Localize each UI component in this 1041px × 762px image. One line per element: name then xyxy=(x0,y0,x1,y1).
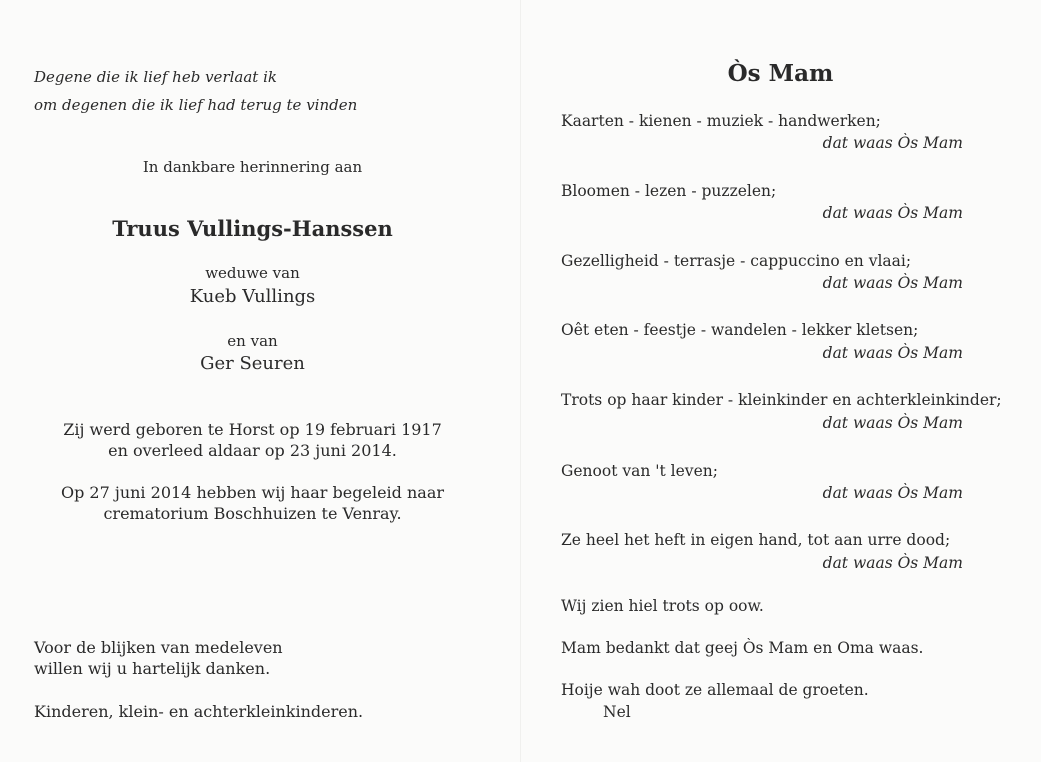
stanza-refrain: dat waas Òs Mam xyxy=(822,274,963,292)
stanza-refrain: dat waas Òs Mam xyxy=(822,484,963,502)
thanks-line-2: willen wij u hartelijk danken. xyxy=(34,659,271,678)
intro-text: In dankbare herinnering aan xyxy=(142,158,363,176)
stanza-refrain: dat waas Òs Mam xyxy=(822,134,963,152)
poem-title: Òs Mam xyxy=(727,60,834,87)
stanza-refrain: dat waas Òs Mam xyxy=(822,344,963,362)
closing-line-2: Mam bedankt dat geej Òs Mam en Oma waas. xyxy=(561,639,924,657)
closing-signature: Nel xyxy=(603,703,631,721)
widow-of-label: weduwe van xyxy=(205,264,300,282)
thanks-line-1: Voor de blijken van medeleven xyxy=(34,638,283,657)
left-panel xyxy=(0,0,520,762)
stanza-line: Ze heel het heft in eigen hand, tot aan urre dood; xyxy=(561,531,951,549)
family-signature: Kinderen, klein- en achterkleinkinderen. xyxy=(34,702,364,721)
motto-line-1: Degene die ik lief heb verlaat ik xyxy=(34,68,277,86)
funeral-line-2: crematorium Boschhuizen te Venray. xyxy=(103,504,402,523)
stanza-line: Oêt eten - feestje - wandelen - lekker kletsen; xyxy=(561,321,919,339)
second-husband-name: Ger Seuren xyxy=(200,353,305,374)
stanza-line: Bloomen - lezen - puzzelen; xyxy=(561,182,777,200)
closing-line-3: Hoije wah doot ze allemaal de groeten. xyxy=(561,681,869,699)
right-panel xyxy=(520,0,1041,762)
stanza-line: Trots op haar kinder - kleinkinder en achterkleinkinder; xyxy=(561,391,1002,409)
stanza-refrain: dat waas Òs Mam xyxy=(822,414,963,432)
death-line: en overleed aldaar op 23 juni 2014. xyxy=(108,441,397,460)
first-husband-name: Kueb Vullings xyxy=(189,286,316,307)
stanza-line: Kaarten - kienen - muziek - handwerken; xyxy=(561,112,881,130)
stanza-refrain: dat waas Òs Mam xyxy=(822,554,963,572)
birth-line: Zij werd geboren te Horst op 19 februari 1917 xyxy=(63,420,442,439)
and-of-label: en van xyxy=(227,332,278,350)
motto-line-2: om degenen die ik lief had terug te vinden xyxy=(34,96,358,114)
stanza-line: Gezelligheid - terrasje - cappuccino en vlaai; xyxy=(561,252,912,270)
closing-line-1: Wij zien hiel trots op oow. xyxy=(561,597,764,615)
funeral-line-1: Op 27 juni 2014 hebben wij haar begeleid naar xyxy=(60,483,445,502)
stanza-refrain: dat waas Òs Mam xyxy=(822,204,963,222)
stanza-line: Genoot van 't leven; xyxy=(561,462,718,480)
deceased-name: Truus Vullings-Hanssen xyxy=(112,216,393,241)
